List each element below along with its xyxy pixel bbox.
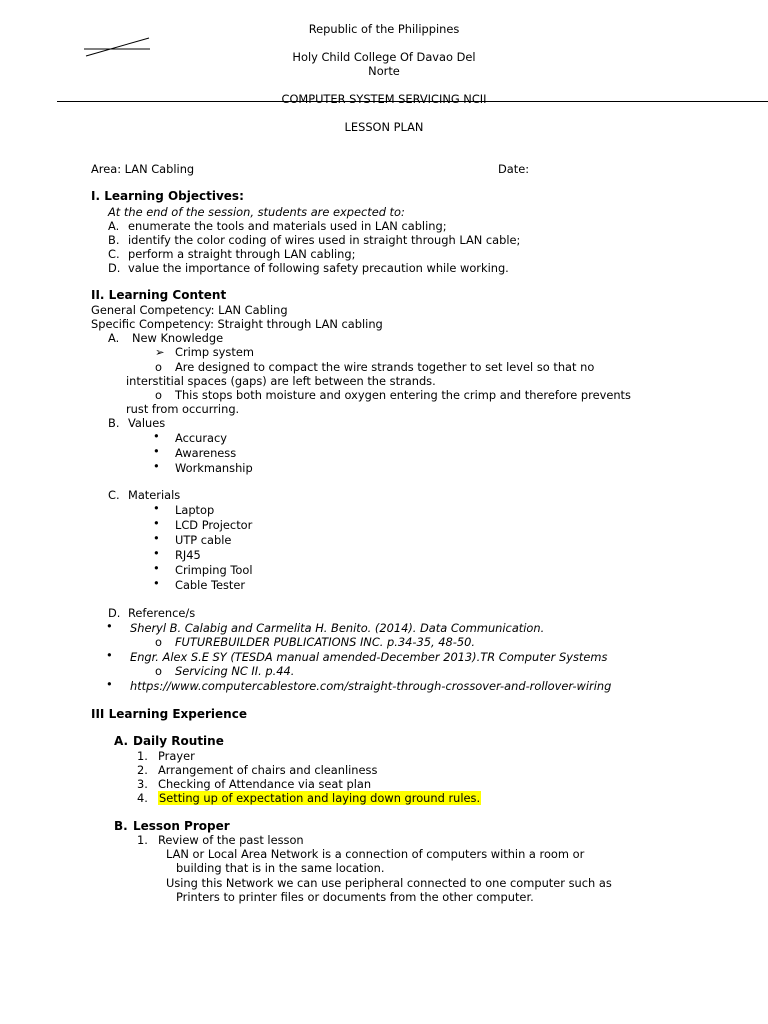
- routine-num: 4.: [137, 791, 148, 805]
- routine-num: 1.: [137, 749, 148, 763]
- material-item: RJ45: [175, 548, 201, 562]
- routine-item: Checking of Attendance via seat plan: [158, 777, 372, 791]
- crimp-point-1-line-2: interstitial spaces (gaps) are left between the strands.: [126, 374, 436, 388]
- review-point-1-line-1: LAN or Local Area Network is a connection of computers within a room or: [166, 847, 585, 861]
- arrow-bullet-icon: ➢: [155, 345, 165, 359]
- header-rule: [57, 101, 768, 102]
- crimp-point-2-line-1: This stops both moisture and oxygen entering the crimp and therefore prevents: [175, 388, 631, 402]
- objective-letter-c: C.: [108, 247, 120, 261]
- values-label: Values: [128, 416, 166, 430]
- materials-letter: C.: [108, 488, 120, 502]
- value-item: Accuracy: [175, 431, 228, 445]
- date-field: Date:: [498, 162, 530, 176]
- bullet-dot-icon: •: [153, 561, 160, 575]
- routine-item: Prayer: [158, 749, 195, 763]
- value-item: Awareness: [175, 446, 237, 460]
- college-line-1: Holy Child College Of Davao Del: [292, 50, 476, 64]
- objective-item-c: perform a straight through LAN cabling;: [128, 247, 356, 261]
- specific-competency: Specific Competency: Straight through LAN cabling: [91, 317, 383, 331]
- general-competency: General Competency: LAN Cabling: [91, 303, 288, 317]
- value-item: Workmanship: [175, 461, 253, 475]
- routine-num: 3.: [137, 777, 148, 791]
- objective-item-b: identify the color coding of wires used in straight through LAN cable;: [128, 233, 521, 247]
- o-bullet-icon: o: [155, 360, 162, 374]
- bullet-dot-icon: •: [153, 429, 160, 443]
- review-point-2-line-1: Using this Network we can use peripheral connected to one computer such as: [166, 876, 612, 890]
- college-line-2: Norte: [368, 64, 400, 78]
- course-title: COMPUTER SYSTEM SERVICING NCII: [281, 92, 487, 106]
- review-point-2-line-2: Printers to printer files or documents from the other computer.: [176, 890, 534, 904]
- daily-routine-label: Daily Routine: [133, 734, 224, 748]
- material-item: Crimping Tool: [175, 563, 253, 577]
- bullet-dot-icon: •: [153, 576, 160, 590]
- objective-item-a: enumerate the tools and materials used in LAN cabling;: [128, 219, 447, 233]
- o-bullet-icon: o: [155, 664, 162, 678]
- experience-heading: III Learning Experience: [91, 707, 247, 721]
- review-point-1-line-2: building that is in the same location.: [176, 861, 385, 875]
- material-item: UTP cable: [175, 533, 232, 547]
- document-title: LESSON PLAN: [344, 120, 424, 134]
- crimp-system-topic: Crimp system: [175, 345, 254, 359]
- reference-2-line-2: Servicing NC II. p.44.: [175, 664, 295, 678]
- objective-letter-a: A.: [108, 219, 120, 233]
- o-bullet-icon: o: [155, 635, 162, 649]
- objectives-intro: At the end of the session, students are expected to:: [108, 205, 405, 219]
- lesson-proper-letter: B.: [114, 819, 128, 833]
- proper-item: Review of the past lesson: [158, 833, 304, 847]
- values-letter: B.: [108, 416, 120, 430]
- bullet-dot-icon: •: [153, 501, 160, 515]
- material-item: LCD Projector: [175, 518, 253, 532]
- objective-letter-d: D.: [108, 261, 121, 275]
- crimp-point-2-line-2: rust from occurring.: [126, 402, 240, 416]
- references-label: Reference/s: [128, 606, 196, 620]
- routine-item-highlighted: Setting up of expectation and laying down ground rules.: [159, 791, 481, 805]
- bullet-dot-icon: •: [153, 546, 160, 560]
- reference-1-line-2: FUTUREBUILDER PUBLICATIONS INC. p.34-35, 48-50.: [175, 635, 475, 649]
- bullet-dot-icon: •: [153, 516, 160, 530]
- materials-label: Materials: [128, 488, 181, 502]
- content-heading: II. Learning Content: [91, 288, 227, 302]
- new-knowledge-letter: A.: [108, 331, 120, 345]
- objective-letter-b: B.: [108, 233, 120, 247]
- reference-1-line-1: Sheryl B. Calabig and Carmelita H. Benito. (2014). Data Communication.: [130, 621, 545, 635]
- references-letter: D.: [108, 606, 121, 620]
- lesson-proper-label: Lesson Proper: [133, 819, 230, 833]
- objective-item-d: value the importance of following safety precaution while working.: [128, 261, 509, 275]
- bullet-dot-icon: •: [153, 444, 160, 458]
- material-item: Laptop: [175, 503, 215, 517]
- bullet-dot-icon: •: [153, 459, 160, 473]
- crimp-point-1-line-1: Are designed to compact the wire strands together to set level so that no: [175, 360, 595, 374]
- objectives-heading: I. Learning Objectives:: [91, 189, 244, 203]
- new-knowledge-label: New Knowledge: [132, 331, 224, 345]
- reference-2-line-1: Engr. Alex S.E SY (TESDA manual amended-December 2013).TR Computer Systems: [130, 650, 608, 664]
- reference-3-link: https://www.computercablestore.com/straight-through-crossover-and-rollover-wiring: [130, 679, 612, 693]
- republic-line: Republic of the Philippines: [308, 22, 460, 36]
- proper-num: 1.: [137, 833, 148, 847]
- routine-num: 2.: [137, 763, 148, 777]
- bullet-dot-icon: •: [106, 677, 113, 691]
- bullet-dot-icon: •: [153, 531, 160, 545]
- o-bullet-icon: o: [155, 388, 162, 402]
- daily-routine-letter: A.: [114, 734, 129, 748]
- routine-item: Arrangement of chairs and cleanliness: [158, 763, 378, 777]
- bullet-dot-icon: •: [106, 648, 113, 662]
- material-item: Cable Tester: [175, 578, 246, 592]
- bullet-dot-icon: •: [106, 619, 113, 633]
- area-field: Area: LAN Cabling: [91, 162, 195, 176]
